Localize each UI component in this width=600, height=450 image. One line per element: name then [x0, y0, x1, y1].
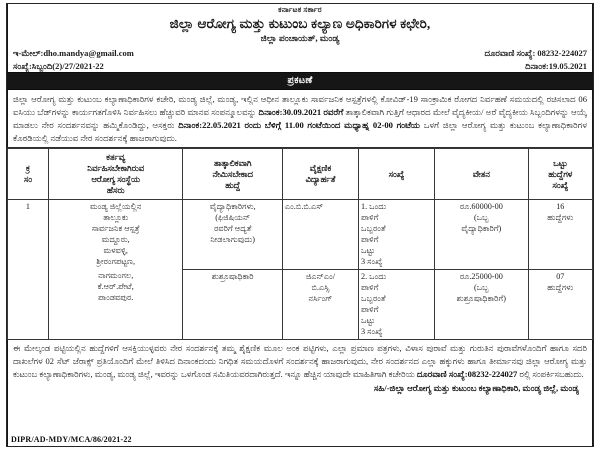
- post-line-2: (ಫಿಜಿಷಿಯನ್: [215, 213, 251, 223]
- col-header-sl-line-2: ಸಂ: [23, 175, 33, 185]
- body-bold-date-1: ದಿನಾಂಕ:30.09.2021 ರವರೆಗೆ: [258, 106, 344, 117]
- col-header-salary-line-1: ವೇತನ: [472, 169, 490, 179]
- footer-instructions-paragraph: [7, 340, 593, 435]
- cell-post-row-1: [183, 200, 282, 270]
- col-header-sl: [8, 149, 49, 200]
- salary-line-3: ವೈದ್ಯಾಧಿಕಾರಿಗೆ): [461, 224, 502, 234]
- col-header-sl-line-1: ಕ್ರ: [25, 164, 31, 174]
- cell-institution: [48, 200, 183, 340]
- col-header-qualification-line-2: ವಿದ್ಯಾರ್ಹತೆ: [305, 175, 336, 185]
- phone-line: ದೂರವಾಣಿ ಸಂಖ್ಯೆ: 08232-224027: [484, 48, 587, 59]
- salary-line-2: (ಒಬ್ಬ: [473, 283, 489, 293]
- count-line-2: ಪಾಳಿಗೆ: [360, 283, 379, 293]
- body-text-part-1: ಜಿಲ್ಲಾ ಆರೋಗ್ಯ ಮತ್ತು ಕುಟುಂಬ ಕಲ್ಯಾಣಾಧಿಕಾರಿಗಳ ಕಚೇರಿ, ಮಂಡ್ಯ ಜಿಲ್ಲೆ, ಮಂಡ್ಯ, ಇಲ್ಲಿನ ಆಧೀನ ತಾಲ್ಲೂಕು ಸಾರ್ವಜನಿಕ ಆಸ್ಪತ್ರೆಗಳಲ್ಲಿ ಕೋವಿಡ್-19 ಸಾಂಕ್ರಾಮಿಕ ರೋಗದ ನಿರ್ವಹಣೆ ಸಮಯದಲ್ಲಿ ರಚಿಸಲಾದ 06 ಐಸಿಯು ಬೆಡ್‌ಗಳನ್ನು ಕಾರ್ಯಗತಗೊಳಿಸಿ ನಿರ್ವಹಿಸಲು ಹೆಚ್ಚುವರಿ ಮಾನವ ಸಂಪನ್ಮೂಲವನ್ನು: [13, 93, 587, 117]
- footer-text-part-1: ಈ ಮೇಲ್ಕಂಡ ಪಟ್ಟಿಯಲ್ಲಿನ ಹುದ್ದೆಗಳಿಗೆ ಆಸಕ್ತಿಯುಳ್ಳವರು ನೇರ ಸಂದರ್ಶನಕ್ಕೆ ತಮ್ಮ ಶೈಕ್ಷಣಿಕ ಮೂಲ ಅಂಕ ಪಟ್ಟಿಗಳು, ಎಲ್ಲಾ ಪ್ರಮಾಣ ಪತ್ರಗಳು, ವಿಳಾಸ ಪುರಾವೆ ಮತ್ತು ಗುರುತಿನ ಪುರಾವೆಗಳೊಂದಿಗೆ ಹಾಗೂ ಸದರಿ ದಾಖಲೆಗಳ 02 ಸೆಟ್ ಜೆರಾಕ್ಸ್ ಪ್ರತಿಯೊಂದಿಗೆ ಮೇಲೆ ತಿಳಿಸಿದ ದಿನಾಂಕದಂದು ನಿಗಧಿತ ಸಮಯದೊಳಗೆ ಸಂದರ್ಶನಕ್ಕೆ ಹಾಜರಾಗುವುದು, ನೇರ ಸಂದರ್ಶನದ ಎಲ್ಲಾ ಹಕ್ಕುಗಳು ಹಾಗೂ ತೀರ್ಮಾನವು ಜಿಲ್ಲಾ ಆರೋಗ್ಯ ಮತ್ತು ಕುಟುಂಬ ಕಲ್ಯಾಣಾಧಿಕಾರಿಗಳು, ಮಂಡ್ಯ, ಮಂಡ್ಯ ಜಿಲ್ಲೆ, ಇವರನ್ನು ಒಳಗೊಂಡ ಸಮಿತಿಯವರದಾಗಿರುತ್ತದೆ. ಇನ್ನೂ ಹೆಚ್ಚಿನ ಯಾವುದೇ ಮಾಹಿತಿಗಾಗಿ ಕಚೇರಿಯ: [13, 343, 587, 379]
- issue-date: ದಿನಾಂಕ:19.05.2021: [525, 60, 587, 71]
- institution-line-6: ಶ್ರೀರಂಗಪಟ್ಟಣ,: [96, 256, 136, 266]
- cell-serial-number: 1: [8, 200, 49, 340]
- col-header-total-line-2: ಹುದ್ದೆಗಳ: [548, 169, 573, 179]
- footer-bold-phone: ದೂರವಾಣಿ ಸಂಖ್ಯೆ:08232-224027: [416, 368, 518, 379]
- cell-total-row-2: [528, 270, 592, 340]
- body-bold-date-2: ದಿನಾಂಕ:22.05.2021 ರಂದು ಬೆಳಿಗ್ಗೆ 11.00 ಗಂಟೆಯಿಂದ ಮಧ್ಯಾಹ್ನ 02-00 ಗಂಟೆಯ: [178, 119, 420, 130]
- vacancy-table: [7, 148, 593, 340]
- notification-title-band: ಪ್ರಕಟಣೆ: [7, 72, 593, 90]
- cell-salary-row-1: [435, 200, 529, 270]
- col-header-institution-line-1: ಕರ್ತವ್ಯ: [106, 153, 126, 163]
- count-line-2: ಪಾಳಿಗೆ: [360, 213, 379, 223]
- institution-line-8: ಕೆ.ಆರ್.ಪೇಟೆ,: [97, 282, 134, 292]
- notification-body-paragraph: [7, 90, 593, 148]
- post-line-1: ಶುಶ್ರೂಷಾಧಿಕಾರಿ: [211, 272, 254, 282]
- email-line: ಇ-ಮೇಲ್:dho.mandya@gmail.com: [13, 48, 134, 59]
- cell-count-row-2: [358, 270, 434, 340]
- col-header-total-line-3: ಸಂಖ್ಯೆ: [552, 180, 569, 190]
- institution-lines-block-2: [51, 271, 181, 303]
- col-header-post-line-2: ನೇಮಿಸಬೇಕಾದ: [212, 169, 253, 179]
- table-row: [8, 200, 593, 270]
- institution-line-4: ಮದ್ದೂರು,: [101, 234, 130, 244]
- office-title: ಜಿಲ್ಲಾ ಆರೋಗ್ಯ ಮತ್ತು ಕುಟುಂಬ ಕಲ್ಯಾಣ ಅಧಿಕಾರಿಗಳ ಕಛೇರಿ,: [169, 15, 431, 31]
- office-subtitle: ಜಿಲ್ಲಾ ಪಂಚಾಯತ್, ಮಂಡ್ಯ: [260, 32, 340, 43]
- institution-line-2: ತಾಲ್ಲೂಕು: [103, 213, 129, 223]
- cell-qualification-row-2: [282, 270, 358, 340]
- count-line-5: ಒಟ್ಟು: [360, 315, 376, 325]
- footer-text-part-2: ರಲ್ಲಿ ಸಂಪರ್ಕಿಸಬಹುದು.: [517, 368, 584, 379]
- count-line-4: ಪಾಳಿಗೆ: [360, 234, 379, 244]
- count-line-6: 3 ಸಂಖ್ಯೆ: [360, 326, 383, 336]
- col-header-post: [183, 149, 282, 200]
- col-header-post-line-3: ಹುದ್ದೆ: [225, 180, 241, 190]
- cell-salary-row-2: [435, 270, 529, 340]
- col-header-salary: [435, 149, 529, 200]
- count-line-4: ಪಾಳಿಗೆ: [360, 304, 379, 314]
- col-header-institution-line-4: ಹೆಸರು: [106, 186, 125, 196]
- col-header-institution: [48, 149, 183, 200]
- cell-count-row-1: [358, 200, 434, 270]
- col-header-institution-line-2: ನಿರ್ವಹಿಸಬೇಕಾಗಿರುವ: [87, 164, 145, 174]
- institution-line-7: ನಾಗಮಂಗಲ,: [98, 271, 134, 281]
- salary-line-2: (ಒಬ್ಬ: [473, 213, 489, 223]
- col-header-institution-line-3: ಆರೋಗ್ಯ ಸಂಸ್ಥೆಯ: [91, 175, 140, 185]
- cell-post-row-2: [183, 270, 282, 340]
- table-header-row: [8, 149, 593, 200]
- salary-line-1: ರೂ.25000-00: [459, 272, 503, 282]
- col-header-total-line-1: ಒಟ್ಟು: [553, 158, 568, 168]
- cell-total-row-1: [528, 200, 592, 270]
- count-line-1: 1. ಒಂದು: [360, 202, 387, 212]
- salary-line-1: ರೂ.60000-00: [459, 202, 503, 212]
- total-line-1: 07: [556, 272, 565, 282]
- col-header-count-line-1: ಸಂಖ್ಯೆ: [388, 169, 405, 179]
- count-line-1: 2. ಒಂದು: [360, 272, 387, 282]
- count-line-5: ಒಟ್ಟು: [360, 245, 376, 255]
- qualification-line-1: ಎಂ.ಬಿ.ಬಿ.ಎಸ್: [284, 202, 324, 212]
- header-contact-block: [13, 47, 587, 72]
- col-header-qualification-line-1: ವೈಕ್ಷಣಿಕ: [309, 164, 332, 174]
- dipr-reference: DIPR/AD-MDY/MCA/86/2021-22: [11, 435, 132, 444]
- count-line-3: ಒಬ್ಬರಂತೆ: [360, 294, 386, 304]
- body-text-part-2: ತಾತ್ಕಾಲಿಕವಾಗಿ ಗುತ್ತಿಗೆ ಆಧಾರದ ಮೇಲೆ ವೈದ್ಯಕೀಯ/ ಅರೆ ವೈದ್ಯಕೀಯ ಸಿಬ್ಬಂದಿಗಳನ್ನು ಆಯ್ಕೆ ಮಾಡಲು ನೇರ ಸಂದರ್ಶನವನ್ನು ಹಮ್ಮಿಕೊಂಡಿದ್ದು, ಆಸಕ್ತರು: [13, 106, 588, 130]
- body-text-part-3: ಒಳಗೆ ಜಿಲ್ಲಾ ಆರೋಗ್ಯ ಮತ್ತು ಕುಟುಂಬ ಕಲ್ಯಾಣಾಧಿಕಾರಿಗಳ ಕೊಠಡಿಯಲ್ಲಿ ನಡೆಯುವ ನೇರ ಸಂದರ್ಶನಕ್ಕೆ ಹಾಜರಾಗುವುದು.: [13, 119, 588, 143]
- institution-lines-block-1: [51, 202, 181, 267]
- government-name: ಕರ್ನಾಟಕ ಸರ್ಕಾರ: [278, 5, 322, 14]
- document-header: [7, 4, 593, 72]
- institution-line-3: ಸಾರ್ವಜನಿಕ ಆಸ್ಪತ್ರೆ: [91, 224, 140, 234]
- total-line-2: ಹುದ್ದೆಗಳು: [547, 283, 574, 293]
- col-header-total: [528, 149, 592, 200]
- count-line-3: ಒಬ್ಬರಂತೆ: [360, 224, 386, 234]
- institution-line-1: ಮಂಡ್ಯ ಜಿಲ್ಲೆಯಲ್ಲಿನ: [89, 202, 142, 212]
- total-line-2: ಹುದ್ದೆಗಳು: [547, 213, 574, 223]
- count-line-6: 3 ಸಂಖ್ಯೆ: [360, 256, 383, 266]
- signature-line: ಸಹಿ/-ಜಿಲ್ಲಾ ಆರೋಗ್ಯ ಮತ್ತು ಕುಟುಂಬ ಕಲ್ಯಾಣಾಧಿಕಾರಿ, ಮಂಡ್ಯ ಜಿಲ್ಲೆ, ಮಂಡ್ಯ: [373, 382, 579, 393]
- vacancy-table-wrapper: [7, 148, 593, 340]
- col-header-count: [358, 149, 434, 200]
- qualification-line-3: ನರ್ಸಿಂಗ್: [308, 294, 333, 304]
- post-line-3: ರವರಿಗೆ ಆದ್ಯತೆ: [214, 224, 252, 234]
- header-contact-right: [484, 47, 587, 72]
- salary-line-3: ಶುಶ್ರೂಷಾಧಿಕಾರಿಗೆ): [456, 294, 506, 304]
- total-line-1: 16: [556, 202, 565, 212]
- col-header-qualification: [282, 149, 358, 200]
- institution-line-5: ಮಳವಳ್ಳಿ,: [103, 245, 128, 255]
- institution-line-9: ಪಾಂಡವಪುರ.: [98, 293, 134, 303]
- col-header-post-line-1: ತಾತ್ಕಾಲಿಕವಾಗಿ: [213, 158, 252, 168]
- qualification-line-1: ಜಿಎನ್‌ಎಂ/: [305, 272, 335, 282]
- reference-number: ಸಂಖ್ಯೆ:ಸಿಬ್ಬಂದಿ(2)/27/2021-22: [13, 60, 104, 71]
- post-line-4: ನೀಡಲಾಗುವುದು): [210, 234, 256, 244]
- cell-qualification-row-1: [282, 200, 358, 270]
- header-contact-left: [13, 47, 134, 72]
- notification-sheet: [6, 3, 594, 447]
- qualification-line-2: ಬಿ.ಎಸ್ಸಿ: [311, 283, 330, 293]
- post-line-1: ವೈದ್ಯಾಧಿಕಾರಿಗಳು,: [209, 202, 256, 212]
